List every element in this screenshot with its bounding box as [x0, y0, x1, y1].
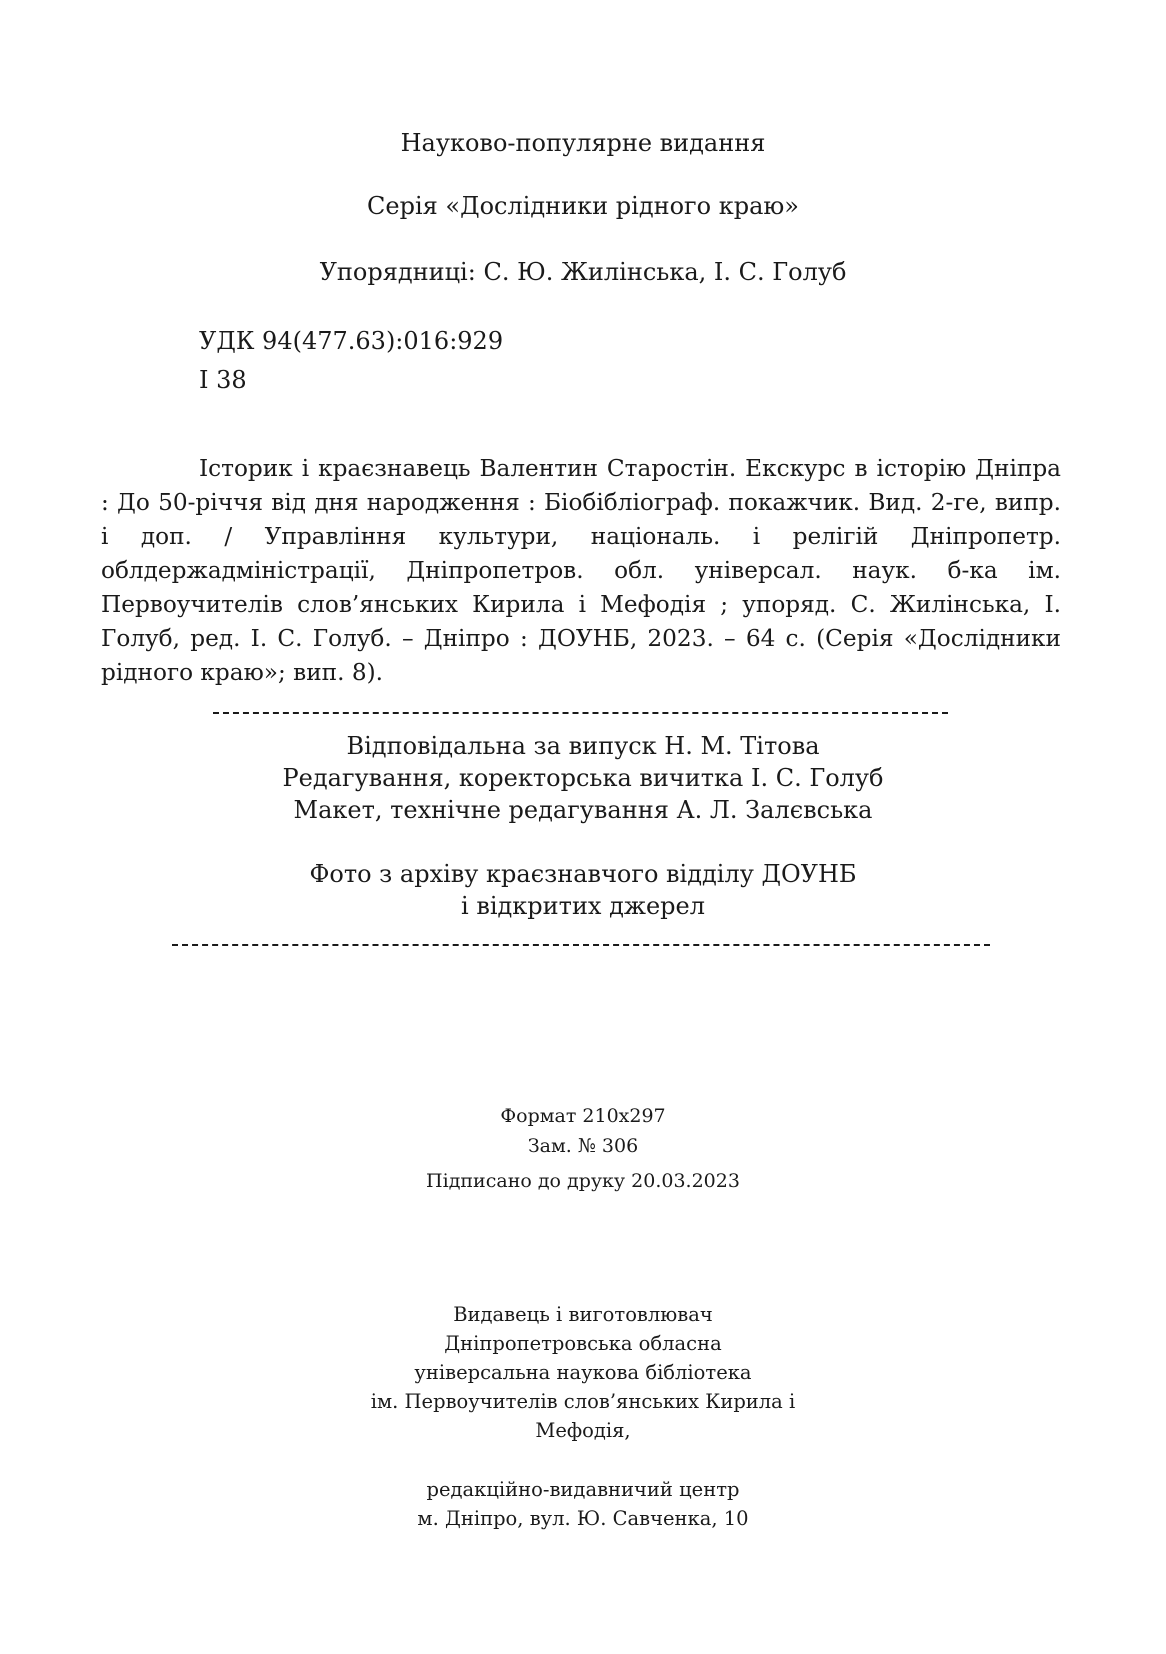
bibliographic-description: Історик і краєзнавець Валентин Старостін. Екскурс в історію Дніпра : До 50-річчя від дня народження : Біобібліограф. покажчик. Вид. 2-ге, випр. і доп. / Управління культури, національ. і релігій Дніпропетр. облдержадміністрації, Дніпропетров. обл. універсал. наук. б-ка ім. Первоучителів слов’янських Кирила і Мефодія ; упоряд. С. Жилінська, І. Голуб, ред. І. С. Голуб. – Дніпро : ДОУНБ, 2023. – 64 с. (Серія «Дослідники рідного краю»; вип. 8).: [101, 455, 1061, 686]
series-title: Серія «Дослідники рідного краю»: [367, 192, 799, 220]
photo-line-1: Фото з архіву краєзнавчого відділу ДОУНБ: [309, 860, 857, 888]
format-line: Формат 210х297: [500, 1105, 666, 1127]
divider-bottom: [172, 944, 990, 946]
photo-credits: [0, 858, 1166, 922]
photo-line-2: і відкритих джерел: [461, 892, 705, 920]
udc-code: УДК 94(477.63):016:929: [199, 327, 504, 355]
edition-type: Науково-популярне видання: [400, 129, 766, 157]
compilers: Упорядниці: С. Ю. Жилінська, І. С. Голуб: [319, 258, 847, 286]
publisher-line-7: м. Дніпро, вул. Ю. Савченка, 10: [417, 1507, 749, 1530]
layout-line: Макет, технічне редагування А. Л. Залєвська: [293, 796, 873, 824]
author-mark: І 38: [199, 366, 247, 394]
publisher-line-4: ім. Первоучителів слов’янських Кирила і: [370, 1390, 796, 1413]
publisher-line-1: Видавець і виготовлювач: [453, 1303, 713, 1326]
publisher-line-6: редакційно-видавничий центр: [426, 1478, 740, 1501]
publisher-line-2: Дніпропетровська обласна: [444, 1332, 722, 1355]
editing-line: Редагування, коректорська вичитка І. С. Голуб: [282, 764, 884, 792]
publisher-line-3: універсальна наукова бібліотека: [414, 1361, 752, 1384]
credits-block: [0, 730, 1166, 826]
responsible-line: Відповідальна за випуск Н. М. Тітова: [346, 732, 820, 760]
publisher-line-5: Мефодія,: [535, 1419, 631, 1442]
signed-line: Підписано до друку 20.03.2023: [426, 1170, 740, 1192]
publisher-block: [0, 1300, 1166, 1533]
order-line: Зам. № 306: [527, 1135, 639, 1157]
divider-top: [213, 712, 948, 714]
imprint-block: [0, 1101, 1166, 1196]
